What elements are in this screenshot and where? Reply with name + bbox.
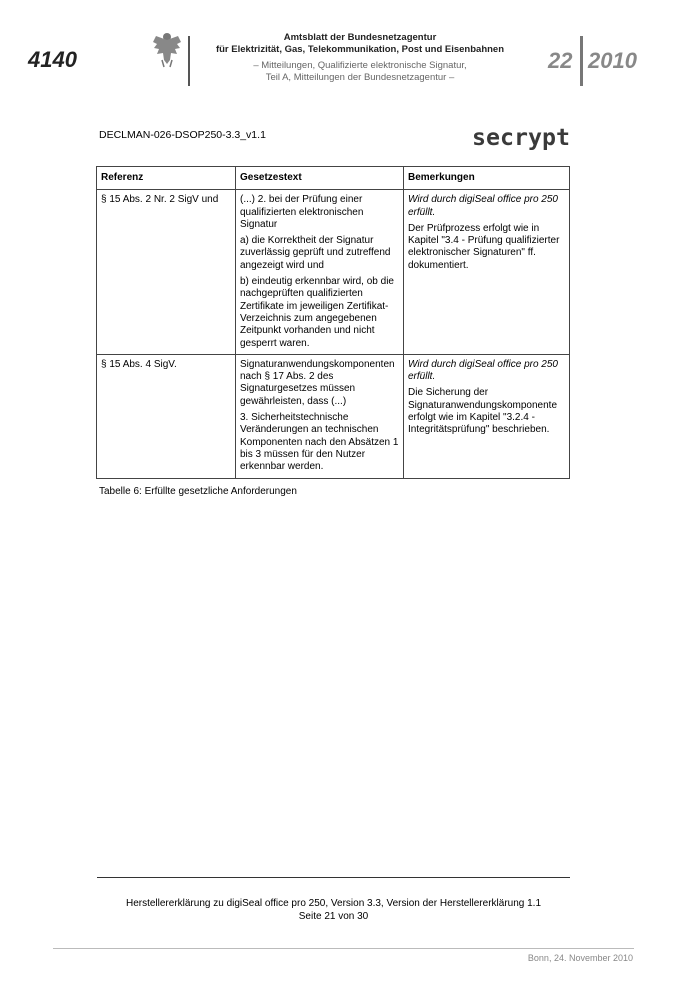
page-number: 4140 (28, 47, 77, 72)
federal-eagle-icon (152, 30, 182, 68)
logo-text: secrypt (472, 125, 570, 151)
reference-cell: § 15 Abs. 4 SigV. (97, 354, 236, 478)
gazette-title-line2: für Elektrizität, Gas, Telekommunikation, Post und Eisenbahnen (215, 44, 505, 55)
requirements-table (96, 166, 570, 479)
gazette-subtitle (200, 60, 520, 84)
column-header-reference: Referenz (97, 167, 236, 190)
remark-fulfilled: Wird durch digiSeal office pro 250 erfüllt. (408, 358, 558, 383)
publication-date: Bonn, 24. November 2010 (527, 953, 633, 963)
remark-detail: Die Sicherung der Signaturanwendungskomponente erfolgt wie im Kapitel "3.2.4 - Integritätsprüfung" beschrieben. (408, 387, 557, 436)
gazette-title-line1: Amtsblatt der Bundesnetzagentur (283, 32, 437, 43)
issue-year: 2010 (588, 48, 637, 73)
gazette-subtitle-line1: – Mitteilungen, Qualifizierte elektronische Signatur, (253, 60, 467, 71)
issue-number: 22 (548, 48, 573, 73)
remarks-cell (404, 190, 570, 355)
column-header-remarks: Bemerkungen (404, 167, 570, 190)
legal-text-paragraph: 3. Sicherheitstechnische Veränderungen an technischen Komponenten nach den Absätzen 1 bis 3 müssen für den Nutzer erkennbar werden. (240, 412, 399, 473)
legal-text-paragraph: b) eindeutig erkennbar wird, ob die nachgeprüften qualifizierten Zertifikate im jeweiligen Zertifikat-Verzeichnis zum angegebenen Zeitpunkt vorhanden und nicht gesperrt waren. (240, 276, 394, 349)
table-header-row (97, 167, 570, 190)
table-row (97, 354, 570, 478)
column-header-legal-text: Gesetzestext (236, 167, 404, 190)
footer-declaration: Herstellererklärung zu digiSeal office pro 250, Version 3.3, Version der Herstellererklärung 1.1 (125, 898, 542, 909)
header-divider (188, 36, 190, 86)
legal-text-paragraph: (...) 2. bei der Prüfung einer qualifizierten elektronischen Signatur (240, 194, 364, 230)
footer (97, 897, 570, 923)
remark-fulfilled: Wird durch digiSeal office pro 250 erfüllt. (408, 194, 558, 218)
issue-divider (580, 36, 583, 86)
table-caption: Tabelle 6: Erfüllte gesetzliche Anforderungen (99, 486, 297, 497)
legal-text-cell (236, 354, 404, 478)
bottom-divider (53, 948, 634, 949)
document-id: DECLMAN-026-DSOP250-3.3_v1.1 (99, 129, 266, 141)
remarks-cell (404, 354, 570, 478)
gazette-subtitle-line2: Teil A, Mitteilungen der Bundesnetzagentur – (265, 72, 455, 83)
footer-divider (97, 877, 570, 878)
legal-text-paragraph: Signaturanwendungskomponenten nach § 17 Abs. 2 des Signaturgesetzes müssen gewährleisten, dass (...) (240, 358, 395, 407)
remark-detail: Der Prüfprozess erfolgt wie in Kapitel "3.4 - Prüfung qualifizierter elektronischer Signaturen" ff. dokumentiert. (408, 222, 560, 271)
legal-text-paragraph: a) die Korrektheit der Signatur zuverlässig geprüft und zutreffend angezeigt wird und (240, 235, 391, 271)
gazette-title (200, 32, 520, 56)
table-row (97, 190, 570, 355)
footer-page-count: Seite 21 von 30 (298, 911, 369, 922)
secrypt-logo (472, 124, 572, 152)
reference-cell: § 15 Abs. 2 Nr. 2 SigV und (97, 190, 236, 355)
legal-text-cell (236, 190, 404, 355)
